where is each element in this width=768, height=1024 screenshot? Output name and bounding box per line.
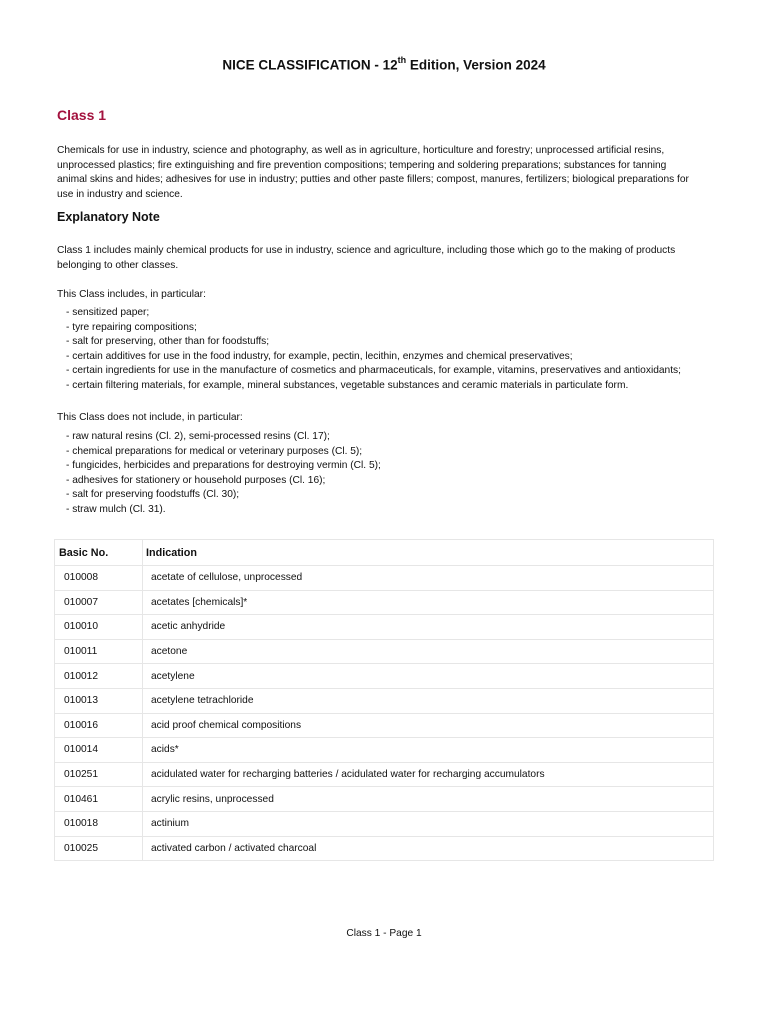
excludes-item: - salt for preserving foodstuffs (Cl. 30); [66, 488, 706, 503]
includes-list [66, 306, 706, 394]
title-suffix: Edition, Version 2024 [406, 57, 546, 73]
basic-no-cell: 010016 [55, 713, 143, 738]
explanatory-note-heading: Explanatory Note [57, 210, 160, 224]
table-row [55, 762, 714, 787]
table-row [55, 811, 714, 836]
class-heading: Class 1 [57, 107, 107, 123]
header-basic-no: Basic No. [55, 540, 143, 566]
table-row [55, 615, 714, 640]
includes-item: - certain filtering materials, for example, mineral substances, vegetable substances and ceramic materials in particulate form. [66, 379, 706, 394]
indication-cell: acetate of cellulose, unprocessed [143, 566, 714, 591]
table-row [55, 688, 714, 713]
basic-no-cell: 010461 [55, 787, 143, 812]
basic-no-cell: 010013 [55, 688, 143, 713]
indication-cell: acidulated water for recharging batteries / acidulated water for recharging accumulators [143, 762, 714, 787]
header-indication: Indication [143, 540, 714, 566]
indication-cell: acids* [143, 738, 714, 763]
includes-item: - certain additives for use in the food industry, for example, pectin, lecithin, enzymes and chemical preservatives; [66, 350, 706, 365]
basic-no-cell: 010011 [55, 639, 143, 664]
table-row [55, 590, 714, 615]
table-row [55, 639, 714, 664]
basic-no-cell: 010014 [55, 738, 143, 763]
table-row [55, 738, 714, 763]
includes-item: - tyre repairing compositions; [66, 321, 706, 336]
page-footer: Class 1 - Page 1 [346, 928, 422, 939]
excludes-intro: This Class does not include, in particular: [57, 412, 243, 423]
table-row [55, 787, 714, 812]
excludes-item: - chemical preparations for medical or veterinary purposes (Cl. 5); [66, 445, 706, 460]
excludes-item: - raw natural resins (Cl. 2), semi-processed resins (Cl. 17); [66, 430, 706, 445]
basic-no-cell: 010025 [55, 836, 143, 861]
indication-cell: acetylene tetrachloride [143, 688, 714, 713]
excludes-item: - adhesives for stationery or household purposes (Cl. 16); [66, 474, 706, 489]
includes-item: - sensitized paper; [66, 306, 706, 321]
includes-item: - salt for preserving, other than for foodstuffs; [66, 335, 706, 350]
goods-table [54, 539, 714, 861]
indication-cell: acetates [chemicals]* [143, 590, 714, 615]
basic-no-cell: 010012 [55, 664, 143, 689]
basic-no-cell: 010008 [55, 566, 143, 591]
document-title [0, 56, 768, 73]
indication-cell: actinium [143, 811, 714, 836]
explanatory-note-text: Class 1 includes mainly chemical products for use in industry, science and agriculture, including those which go to the making of products belonging to other classes. [57, 245, 676, 271]
indication-cell: acetic anhydride [143, 615, 714, 640]
basic-no-cell: 010007 [55, 590, 143, 615]
basic-no-cell: 010018 [55, 811, 143, 836]
table-row [55, 836, 714, 861]
indication-cell: acetylene [143, 664, 714, 689]
title-superscript: th [397, 55, 407, 65]
table-row [55, 713, 714, 738]
basic-no-cell: 010251 [55, 762, 143, 787]
includes-intro: This Class includes, in particular: [57, 289, 206, 300]
table-row [55, 566, 714, 591]
basic-no-cell: 010010 [55, 615, 143, 640]
indication-cell: acetone [143, 639, 714, 664]
table-row [55, 664, 714, 689]
excludes-list [66, 430, 706, 518]
table-header-row [55, 540, 714, 566]
indication-cell: activated carbon / activated charcoal [143, 836, 714, 861]
indication-cell: acrylic resins, unprocessed [143, 787, 714, 812]
includes-item: - certain ingredients for use in the manufacture of cosmetics and pharmaceuticals, for example, vitamins, preservatives and antioxidants; [66, 364, 706, 379]
title-prefix: NICE CLASSIFICATION - 12 [222, 57, 398, 73]
indication-cell: acid proof chemical compositions [143, 713, 714, 738]
excludes-item: - straw mulch (Cl. 31). [66, 503, 706, 518]
class-heading-text: Chemicals for use in industry, science and photography, as well as in agriculture, horticulture and forestry; unprocessed artificial resins, unprocessed plastics; fire extinguishing and fire prevention compositions; tempering and soldering preparations; substances for tanning animal skins and hides; adhesives for use in industry; putties and other paste fillers; compost, manures, fertilizers; biological preparations for use in industry and science. [57, 145, 689, 200]
excludes-item: - fungicides, herbicides and preparations for destroying vermin (Cl. 5); [66, 459, 706, 474]
